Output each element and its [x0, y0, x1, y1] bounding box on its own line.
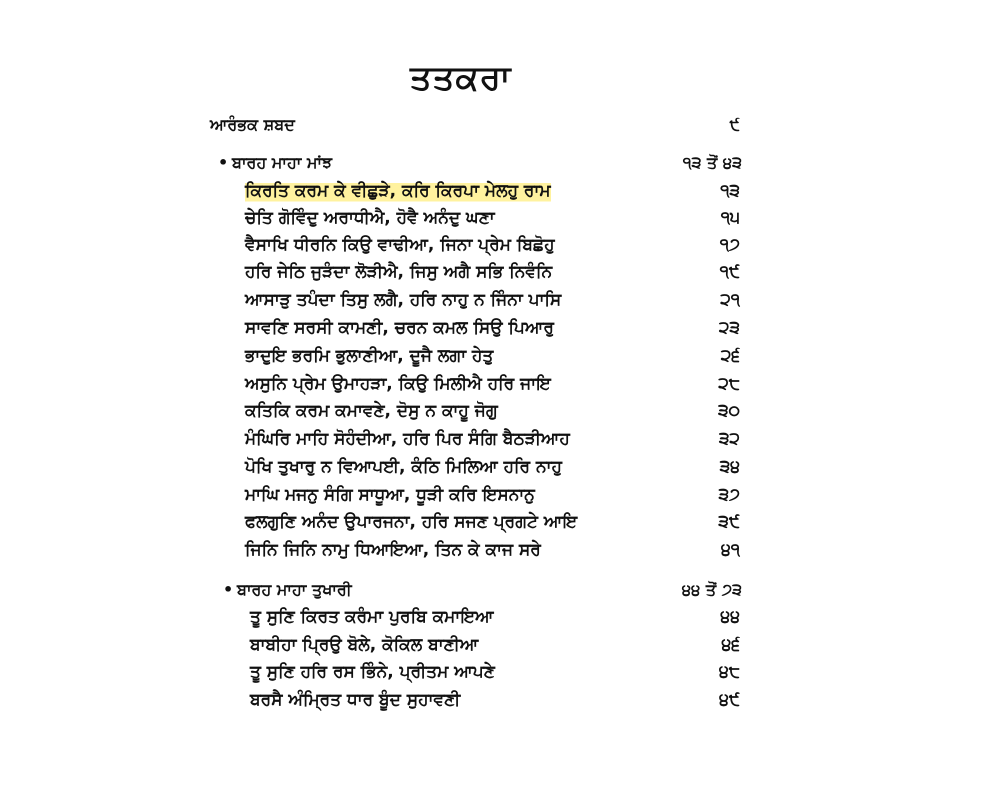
- list-item: [245, 343, 740, 369]
- list-item: [245, 509, 740, 535]
- entry-text: ਜਿਨਿ ਜਿਨਿ ਨਾਮੁ ਧਿਆਇਆ, ਤਿਨ ਕੇ ਕਾਜ ਸਰੇ: [245, 540, 541, 560]
- list-item: [250, 604, 740, 630]
- list-item: [245, 482, 740, 508]
- entry-text: ਆਸਾੜੁ ਤਪੰਦਾ ਤਿਸੁ ਲਗੈ, ਹਰਿ ਨਾਹੁ ਨ ਜਿੰਨਾ ਪਾਸਿ: [245, 290, 562, 310]
- section-title: ਬਾਰਹ ਮਾਹਾ ਮਾਂਝ: [232, 153, 333, 172]
- intro-label: ਆਰੰਭਕ ਸ਼ਬਦ: [210, 115, 295, 134]
- entry-text: ਪੋਖਿ ਤੁਖਾਰੁ ਨ ਵਿਆਪਈ, ਕੰਠਿ ਮਿਲਿਆ ਹਰਿ ਨਾਹੁ: [245, 457, 562, 477]
- entry-text: ਭਾਦੁਇ ਭਰਮਿ ਭੁਲਾਣੀਆ, ਦੂਜੈ ਲਗਾ ਹੇਤੁ: [245, 346, 494, 366]
- entry-text: ਤੂ ਸੁਣਿ ਹਰਿ ਰਸ ਭਿੰਨੇ, ਪ੍ਰੀਤਮ ਆਪਣੇ: [250, 662, 495, 682]
- bullet-icon: •: [223, 580, 234, 599]
- entry-text: ਫਲਗੁਣਿ ਅਨੰਦ ਉਪਾਰਜਨਾ, ਹਰਿ ਸਜਣ ਪ੍ਰਗਟੇ ਆਇ: [245, 512, 578, 532]
- entry-page: ੨੧: [720, 290, 740, 310]
- entry-text: ਵੈਸਾਖਿ ਧੀਰਨਿ ਕਿਉ ਵਾਢੀਆ, ਜਿਨਾ ਪ੍ਰੇਮ ਬਿਛੋਹੁ: [245, 235, 555, 255]
- entry-page: ੪੪: [720, 607, 740, 627]
- entry-text: ਚੇਤਿ ਗੋਵਿੰਦੁ ਅਰਾਧੀਐ, ਹੋਵੈ ਅਨੰਦੁ ਘਣਾ: [245, 208, 495, 228]
- list-item: [250, 687, 740, 713]
- list-item: [245, 537, 740, 563]
- entry-page: ੧੩: [720, 181, 740, 201]
- entry-page: ੩੨: [718, 429, 740, 449]
- entry-text: ਕਤਿਕਿ ਕਰਮ ਕਮਾਵਣੇ, ਦੋਸੁ ਨ ਕਾਹੂ ਜੋਗੁ: [245, 401, 498, 421]
- entry-page: ੧੫: [720, 208, 740, 228]
- entry-text: ਬਾਬੀਹਾ ਪ੍ਰਿਉ ਬੋਲੇ, ਕੋਕਿਲ ਬਾਣੀਆ: [250, 635, 479, 655]
- list-item: [245, 454, 740, 480]
- entry-page: ੩੭: [718, 485, 740, 505]
- entry-text: ਬਰਸੈ ਅੰਮ੍ਰਿਤ ਧਾਰ ਬੂੰਦ ਸੁਹਾਵਣੀ: [250, 690, 461, 710]
- entry-page: ੩੦: [718, 401, 740, 421]
- entry-page: ੪੬: [721, 635, 740, 655]
- section-heading: [223, 577, 742, 603]
- list-item: [245, 315, 740, 341]
- entry-page: ੨੮: [718, 374, 740, 394]
- entry-text: ਮੰਘਿਰਿ ਮਾਹਿ ਸੋਹੰਦੀਆ, ਹਰਿ ਪਿਰ ਸੰਗਿ ਬੈਠੜੀਆਹ: [245, 429, 570, 449]
- list-item: [250, 659, 740, 685]
- entry-text: ਕਿਰਤਿ ਕਰਮ ਕੇ ਵੀਛੁੜੇ, ਕਰਿ ਕਿਰਪਾ ਮੇਲਹੁ ਰਾਮ: [245, 178, 551, 204]
- list-item: [250, 632, 740, 658]
- entry-page: ੨੬: [720, 346, 740, 366]
- entry-page: ੨੩: [718, 318, 740, 338]
- intro-row: [210, 112, 740, 138]
- list-item: [245, 398, 740, 424]
- list-item: [245, 426, 740, 452]
- section-heading: [218, 150, 742, 176]
- entry-page: ੪੮: [718, 662, 740, 682]
- section-page-range: ੧੩ ਤੋਂ ੪੩: [682, 153, 742, 172]
- entry-page: ੩੯: [718, 512, 740, 532]
- entry-page: ੧੭: [719, 235, 740, 255]
- list-item: [245, 205, 740, 231]
- intro-page: ੯: [729, 115, 740, 134]
- list-item: [245, 178, 740, 204]
- page-title: ਤਤਕਰਾ: [410, 58, 512, 98]
- entry-text: ਮਾਘਿ ਮਜਨੁ ਸੰਗਿ ਸਾਧੂਆ, ਧੂੜੀ ਕਰਿ ਇਸਨਾਨੁ: [245, 485, 535, 505]
- entry-page: ੪੧: [720, 540, 740, 560]
- bullet-icon: •: [218, 153, 229, 172]
- entry-text: ਅਸੁਨਿ ਪ੍ਰੇਮ ਉਮਾਹੜਾ, ਕਿਉ ਮਿਲੀਐ ਹਰਿ ਜਾਇ: [245, 374, 551, 394]
- entry-text: ਤੂ ਸੁਣਿ ਕਿਰਤ ਕਰੰਮਾ ਪੁਰਬਿ ਕਮਾਇਆ: [250, 607, 494, 627]
- entry-text: ਹਰਿ ਜੇਠਿ ਜੁੜੰਦਾ ਲੋੜੀਐ, ਜਿਸੁ ਅਗੈ ਸਭਿ ਨਿਵੰਨਿ: [245, 262, 553, 282]
- list-item: [245, 287, 740, 313]
- entry-page: ੪੯: [719, 690, 740, 710]
- list-item: [245, 371, 740, 397]
- entry-page: ੧੯: [719, 262, 740, 282]
- entry-text: ਸਾਵਣਿ ਸਰਸੀ ਕਾਮਣੀ, ਚਰਨ ਕਮਲ ਸਿਉ ਪਿਆਰੁ: [245, 318, 554, 338]
- list-item: [245, 232, 740, 258]
- entry-page: ੩੪: [719, 457, 740, 477]
- section-title: ਬਾਰਹ ਮਾਹਾ ਤੁਖਾਰੀ: [237, 580, 352, 599]
- section-page-range: ੪੪ ਤੋਂ ੭੩: [681, 580, 742, 599]
- list-item: [245, 259, 740, 285]
